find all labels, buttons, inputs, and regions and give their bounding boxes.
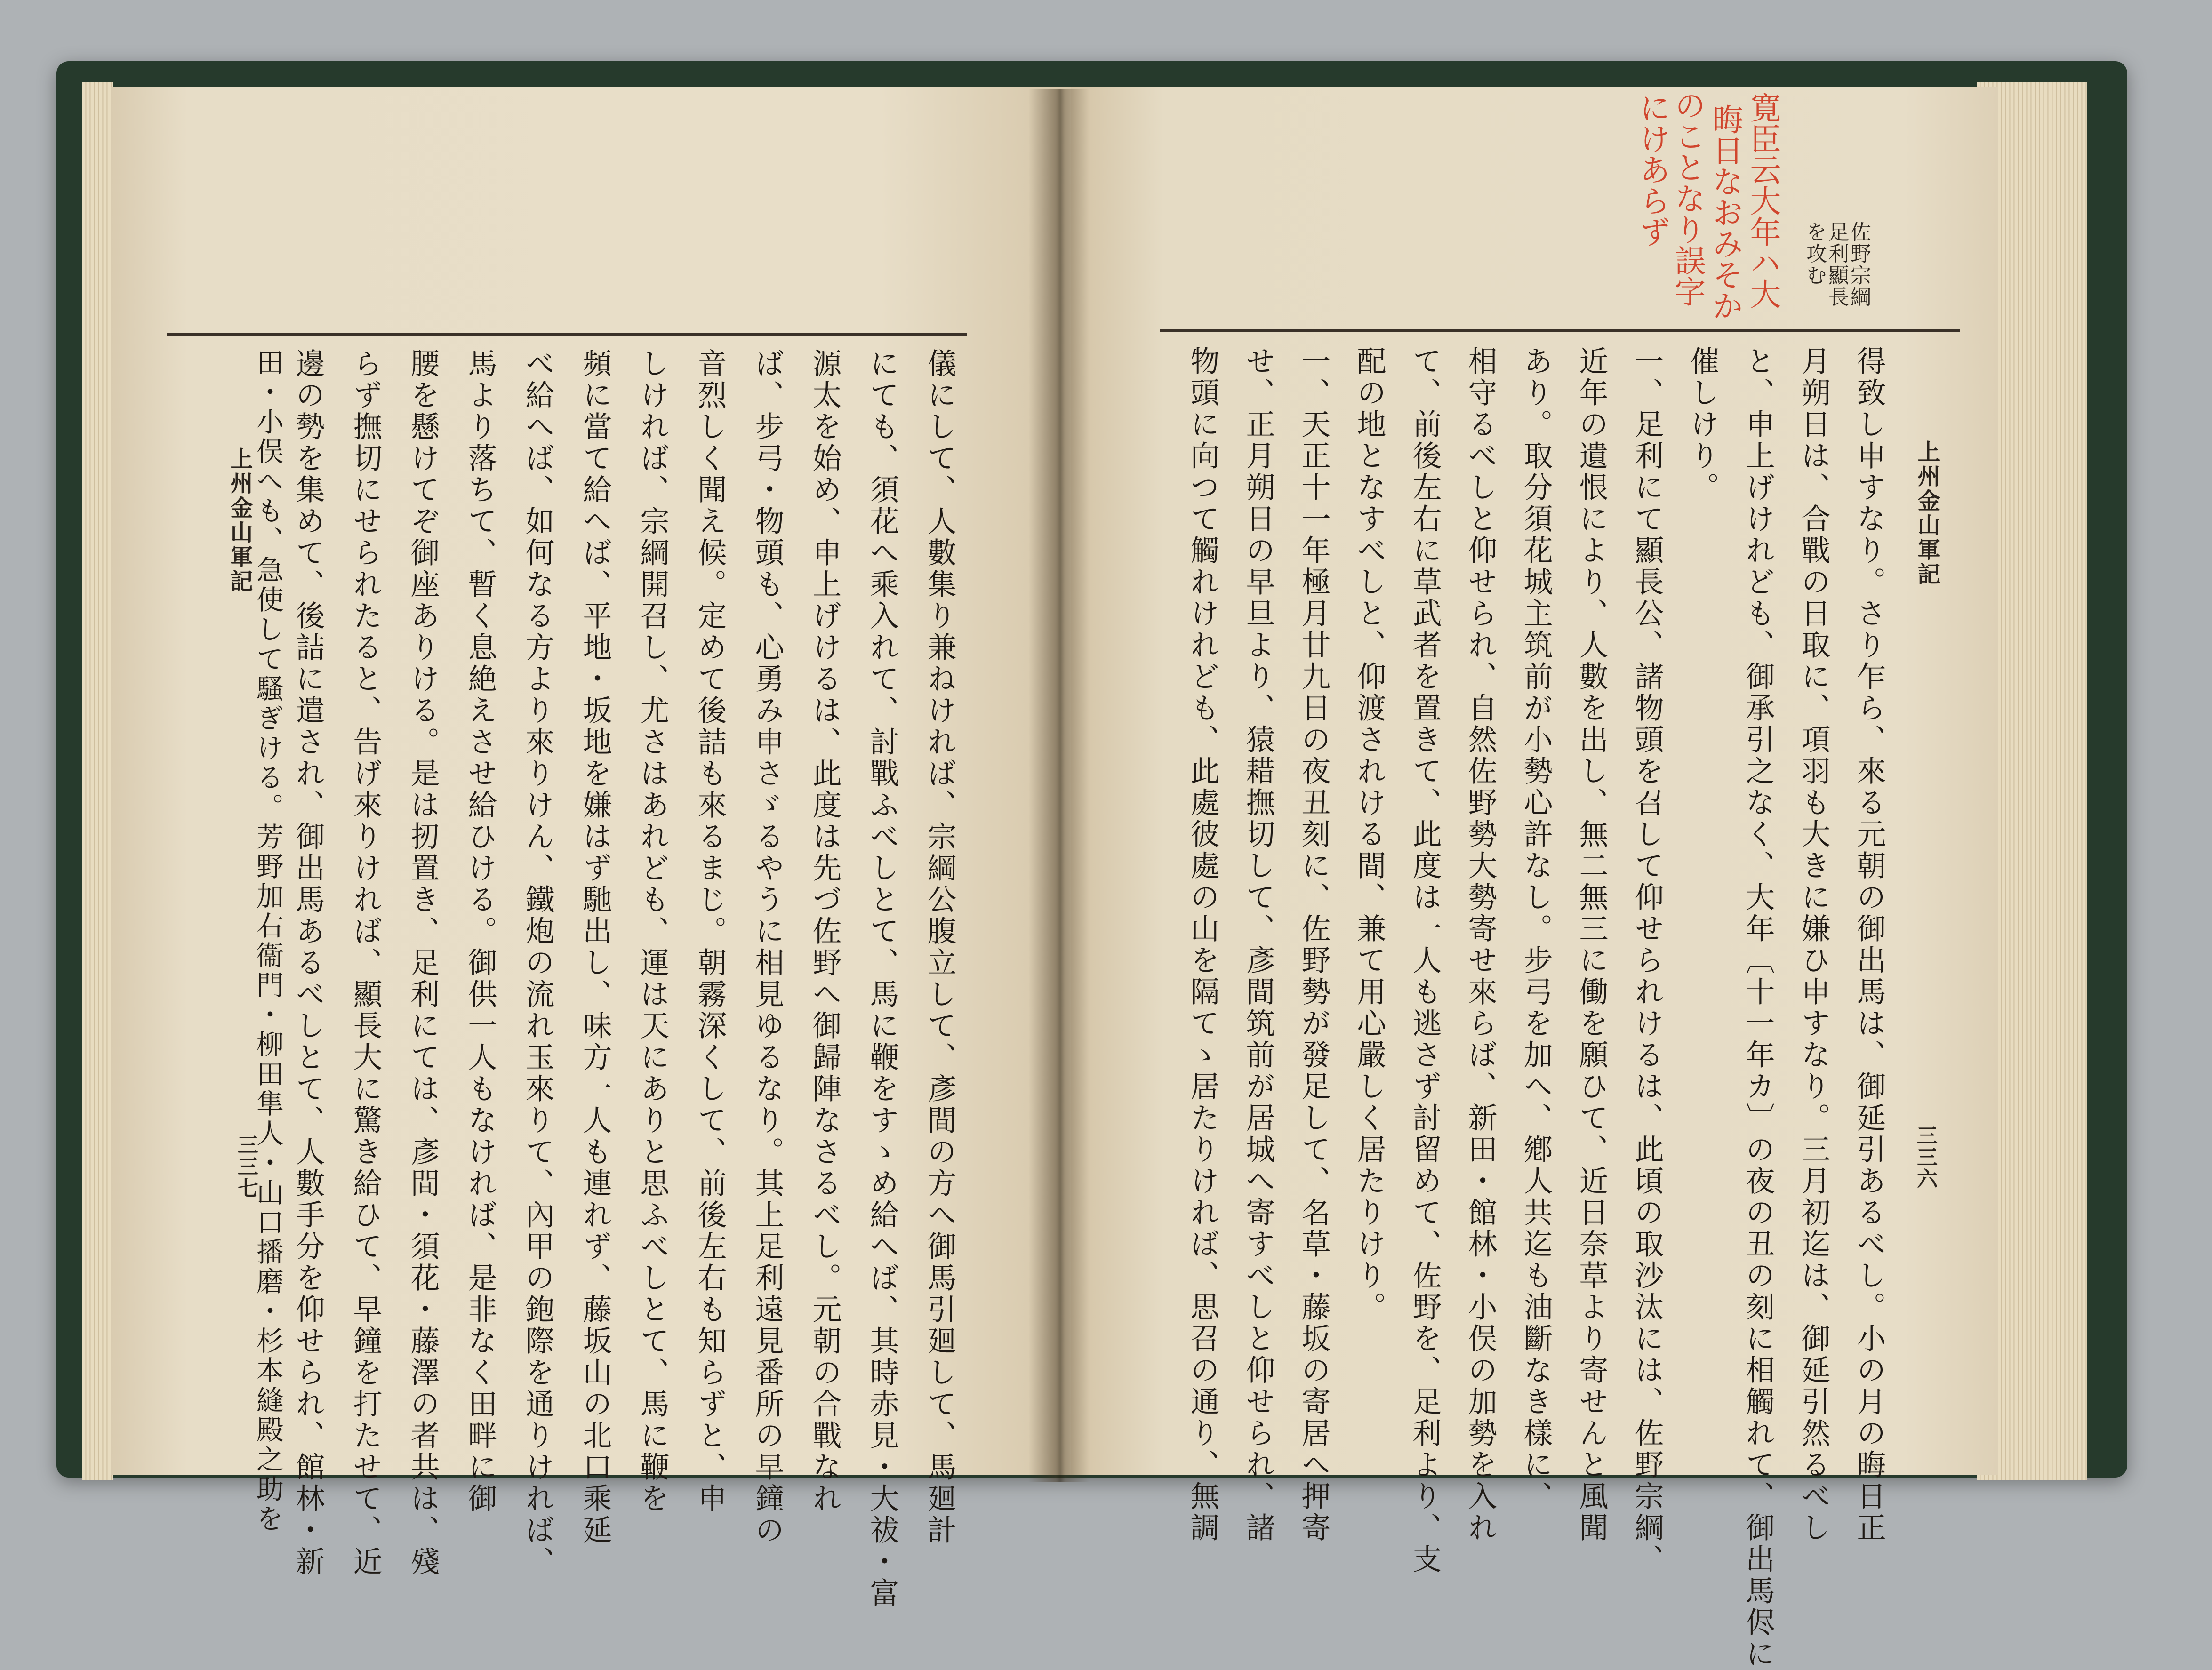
handwritten-note-line-3: のことなり誤字 (1669, 89, 1706, 307)
right-text-column: 物頭に向つて觸れけれども、此處彼處の山を隔てゝ居たりければ、思召の通り、無調 (1186, 346, 1220, 1544)
left-text-column: ば、步弓・物頭も、心勇み申さゞるやうに相見ゆるなり。其上足利遠見番所の早鐘の (750, 348, 785, 1546)
left-text-column: にても、須花へ乘入れて、討戰ふべしとて、馬に鞭をすゝめ給へば、其時赤見・大祓・富 (865, 348, 899, 1609)
running-title-right: 上州金山軍記 (1914, 440, 1940, 587)
page-number-right: 三三六 (1913, 1125, 1937, 1190)
left-text-column: 腰を懸けてぞ御座ありける。是は扨置き、足利にては、彥間・須花・藤澤の者共は、殘 (406, 348, 440, 1578)
page-edges-left (82, 82, 113, 1480)
handwritten-note-line-4: にけあらず (1634, 92, 1670, 247)
right-text-column: 一、天正十一年極月廿九日の夜丑刻に、佐野勢が發足して、名草・藤坂の寄居へ押寄 (1297, 346, 1331, 1544)
right-text-column: 配の地となすべしと、仰渡されける間、兼て用心嚴しく居たりけり。 (1352, 346, 1387, 1323)
right-text-column: と、申上げけれども、御承引之なく、大年〔十一年カ〕の夜の丑の刻に相觸れて、御出馬侭に (1741, 346, 1775, 1670)
left-text-column: 邊の勢を集めて、後詰に遣され、御出馬あるべしとて、人數手分を仰せられ、館林・新 (291, 348, 325, 1578)
right-text-column: せ、正月朔日の早旦より、猿耤撫切して、彥間筑前が居城へ寄すべしと仰せられ、諸 (1241, 346, 1275, 1544)
left-text-column: 儀にして、人數集り兼ねければ、宗綱公腹立して、彥間の方へ御馬引廻して、馬廻計 (922, 348, 957, 1546)
sidenote-line-3: を攻む (1803, 221, 1827, 286)
header-rule-left (167, 333, 967, 336)
right-text-column: あり。取分須花城主筑前が小勢心許なし。步弓を加へ、鄕人共迄も油斷なき樣に、 (1519, 346, 1553, 1512)
right-text-column: 相守るべしと仰せられ、自然佐野勢大勢寄せ來らば、新田・館林・小俣の加勢を入れ (1463, 346, 1498, 1544)
running-title-left: 上州金山軍記 (226, 447, 253, 594)
right-text-column: 得致し申すなり。さり乍ら、來る元朝の御出馬は、御延引あるべし。小の月の晦日正 (1852, 346, 1886, 1544)
right-text-column: 月朔日は、合戰の日取に、項羽も大きに嫌ひ申すなり。三月初迄は、御延引然るべし (1796, 346, 1831, 1544)
left-text-column: 源太を始め、申上げけるは、此度は先づ佐野へ御歸陣なさるべし。元朝の合戰なれ (808, 348, 842, 1515)
handwritten-note-line-1: 寛臣云大年ハ大 (1745, 92, 1781, 309)
left-text-column: らず撫切にせられたると、告げ來りければ、顯長大に驚き給ひて、早鐘を打たせて、近 (348, 348, 383, 1578)
page-number-left: 三三七 (234, 1134, 258, 1199)
left-text-column: 田・小俣へも、急使して騷ぎける。芳野加右衞門・柳田隼人・山口播磨・杉本縫殿之助を (252, 348, 284, 1534)
left-text-column: 馬より落ちて、暫く息絶えさせ給ひける。御供一人もなければ、是非なく田畔に御 (463, 348, 497, 1515)
sidenote-line-1: 佐野宗綱 (1847, 221, 1871, 308)
right-text-column: 催しけり。 (1685, 346, 1720, 503)
sidenote-line-2: 足利顯長 (1825, 221, 1849, 308)
header-rule-right (1160, 329, 1960, 332)
left-text-column: 頻に當て給へば、平地・坂地を嫌はず馳出し、味方一人も連れず、藤坂山の北口乘延 (578, 348, 612, 1546)
right-text-column: 近年の遺恨により、人數を出し、無二無三に働を願ひて、近日奈草より寄せんと風聞 (1574, 346, 1609, 1544)
right-text-column: 一、足利にて顯長公、諸物頭を召して仰せられけるは、此頃の取沙汰には、佐野宗綱、 (1630, 346, 1664, 1575)
right-text-column: て、前後左右に草武者を置きて、此度は一人も逃さず討留めて、佐野を、足利より、支 (1408, 346, 1442, 1575)
left-text-column: べ給へば、如何なる方より來りけん、鐵炮の流れ玉來りて、內甲の鉋際を通りければ、 (521, 348, 555, 1578)
handwritten-note-line-2: 晦日なおみそか (1707, 104, 1743, 321)
left-text-column: しければ、宗綱開召し、尤さはあれども、運は天にありと思ふべしとて、馬に鞭を (635, 348, 670, 1515)
left-text-column: 音烈しく聞え候。定めて後詰も來るまじ。朝霧深くして、前後左右も知らずと、申 (693, 348, 727, 1515)
book-gutter (1028, 89, 1090, 1482)
